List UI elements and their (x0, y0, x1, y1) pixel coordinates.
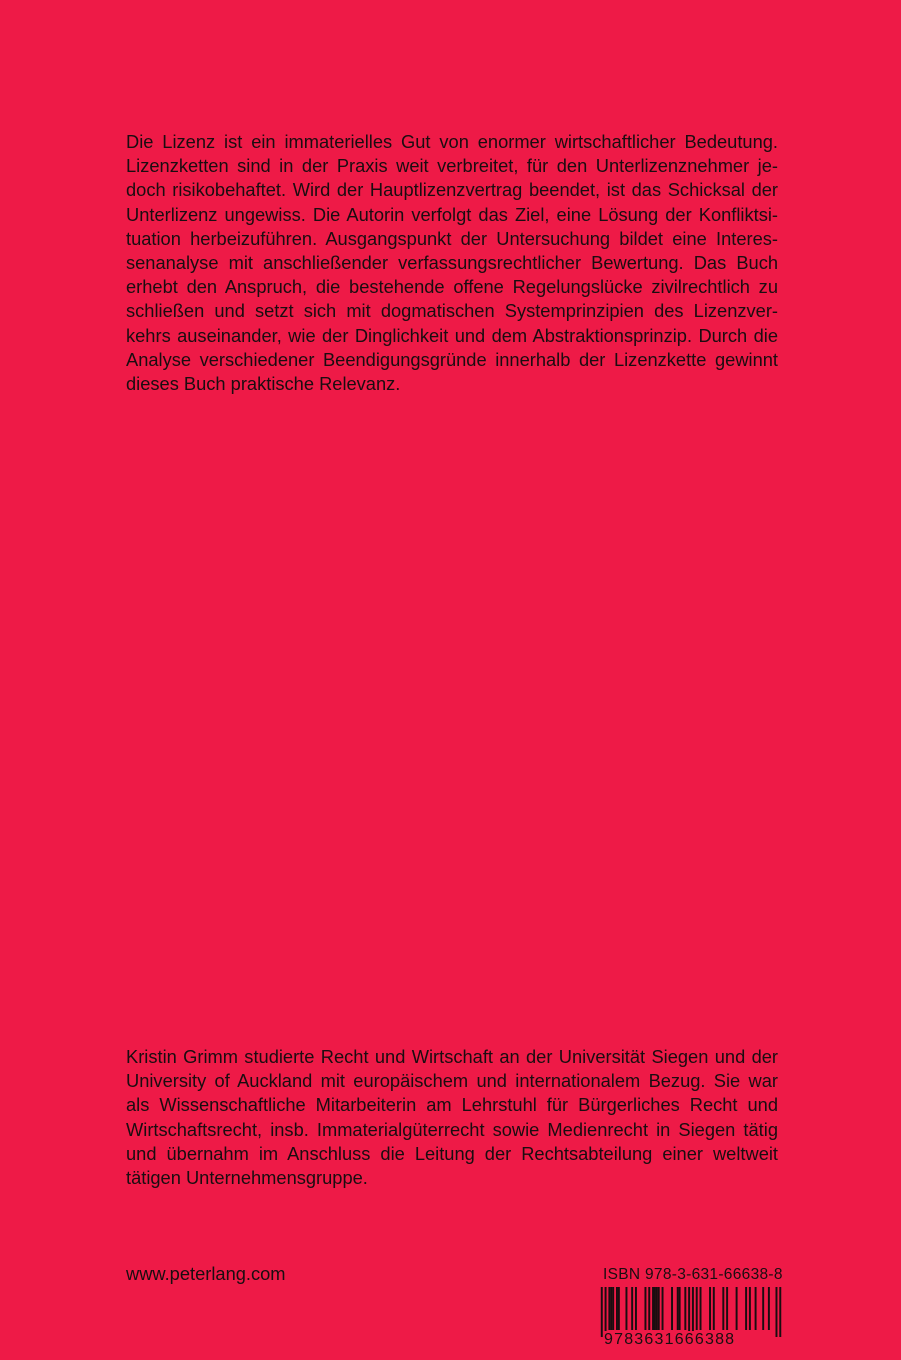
barcode-bar (713, 1287, 715, 1330)
barcode-bar (652, 1287, 654, 1330)
isbn-label: ISBN 978-3-631-66638-8 (603, 1266, 783, 1283)
barcode-bar (722, 1287, 724, 1330)
barcode-bar (656, 1287, 658, 1330)
barcode-bar (700, 1287, 702, 1330)
barcode-bar (616, 1287, 618, 1330)
blurb-line: erhebt den Anspruch, die bestehende offene Regelungslücke zivilrechtlich zu (126, 276, 778, 298)
bio-line: als Wissenschaftliche Mitarbeiterin am Lehrstuhl für Bürgerliches Recht und (126, 1094, 778, 1116)
barcode-bar (755, 1287, 757, 1330)
barcode-bar (709, 1287, 711, 1330)
barcode-bar (671, 1287, 673, 1330)
blurb-line: tuation herbeizuführen. Ausgangspunkt der Untersuchung bildet eine Interes- (126, 227, 778, 249)
blurb-line: dieses Buch praktische Relevanz. (126, 373, 401, 395)
blurb-line: Lizenzketten sind in der Praxis weit verbreitet, für den Unterlizenznehmer je- (126, 155, 778, 177)
barcode-icon (597, 1287, 785, 1337)
blurb-line: kehrs auseinander, wie der Dinglichkeit und dem Abstraktionsprinzip. Durch die (126, 324, 778, 346)
bio-line: University of Auckland mit europäischem und internationalem Bezug. Sie war (126, 1070, 778, 1092)
blurb-line: Unterlizenz ungewiss. Die Autorin verfolgt das Ziel, eine Lösung der Konfliktsi- (126, 203, 778, 225)
barcode-bar (662, 1287, 664, 1330)
blurb-line: Analyse verschiedener Beendigungsgründe innerhalb der Lizenzkette gewinnt (126, 348, 778, 370)
barcode-bar (608, 1287, 610, 1330)
barcode-bar (779, 1287, 781, 1337)
barcode-bar (776, 1287, 778, 1337)
blurb-line: schließen und setzt sich mit dogmatischen Systemprinzipien des Lizenzver- (126, 300, 778, 322)
barcode-bar (644, 1287, 646, 1330)
barcode-bar (605, 1287, 607, 1337)
bio-line: Wirtschaftsrecht, insb. Immaterialgüterrecht sowie Medienrecht in Siegen tätig (126, 1118, 778, 1140)
barcode-bar (610, 1287, 612, 1330)
back-cover-blurb (126, 130, 778, 396)
barcode-bar (677, 1287, 679, 1330)
barcode-number: 9783631666388 (604, 1331, 736, 1348)
barcode-bar (635, 1287, 637, 1330)
barcode-bar (658, 1287, 660, 1330)
blurb-line: senanalyse mit anschließender verfassungsrechtlicher Bewertung. Das Buch (126, 252, 778, 274)
barcode-bar (692, 1287, 694, 1337)
barcode-bar (618, 1287, 620, 1330)
author-bio (126, 1045, 778, 1190)
barcode-bar (684, 1287, 686, 1330)
barcode-bar (648, 1287, 650, 1330)
bio-line: Kristin Grimm studierte Recht und Wirtschaft an der Universität Siegen und der (126, 1046, 778, 1067)
blurb-line: Die Lizenz ist ein immaterielles Gut von enormer wirtschaftlicher Bedeutung. (126, 131, 778, 152)
barcode-bar (768, 1287, 770, 1330)
barcode-bar (631, 1287, 633, 1330)
publisher-url: www.peterlang.com (126, 1263, 286, 1284)
barcode-bar (654, 1287, 656, 1330)
barcode-bar (688, 1287, 690, 1337)
barcode-bar (696, 1287, 698, 1330)
barcode-bar (601, 1287, 603, 1337)
barcode-bar (749, 1287, 751, 1330)
bio-line: tätigen Unternehmensgruppe. (126, 1167, 368, 1189)
barcode-bar (762, 1287, 764, 1330)
barcode-bar (612, 1287, 614, 1330)
bio-line: und übernahm im Anschluss die Leitung der Rechtsabteilung einer weltweit (126, 1142, 778, 1164)
barcode-bar (726, 1287, 728, 1330)
barcode-bar (745, 1287, 747, 1330)
blurb-line: doch risikobehaftet. Wird der Hauptlizenzvertrag beendet, ist das Schicksal der (126, 179, 778, 201)
barcode-bar (625, 1287, 627, 1330)
barcode-bar (736, 1287, 738, 1330)
barcode-bar (679, 1287, 681, 1330)
